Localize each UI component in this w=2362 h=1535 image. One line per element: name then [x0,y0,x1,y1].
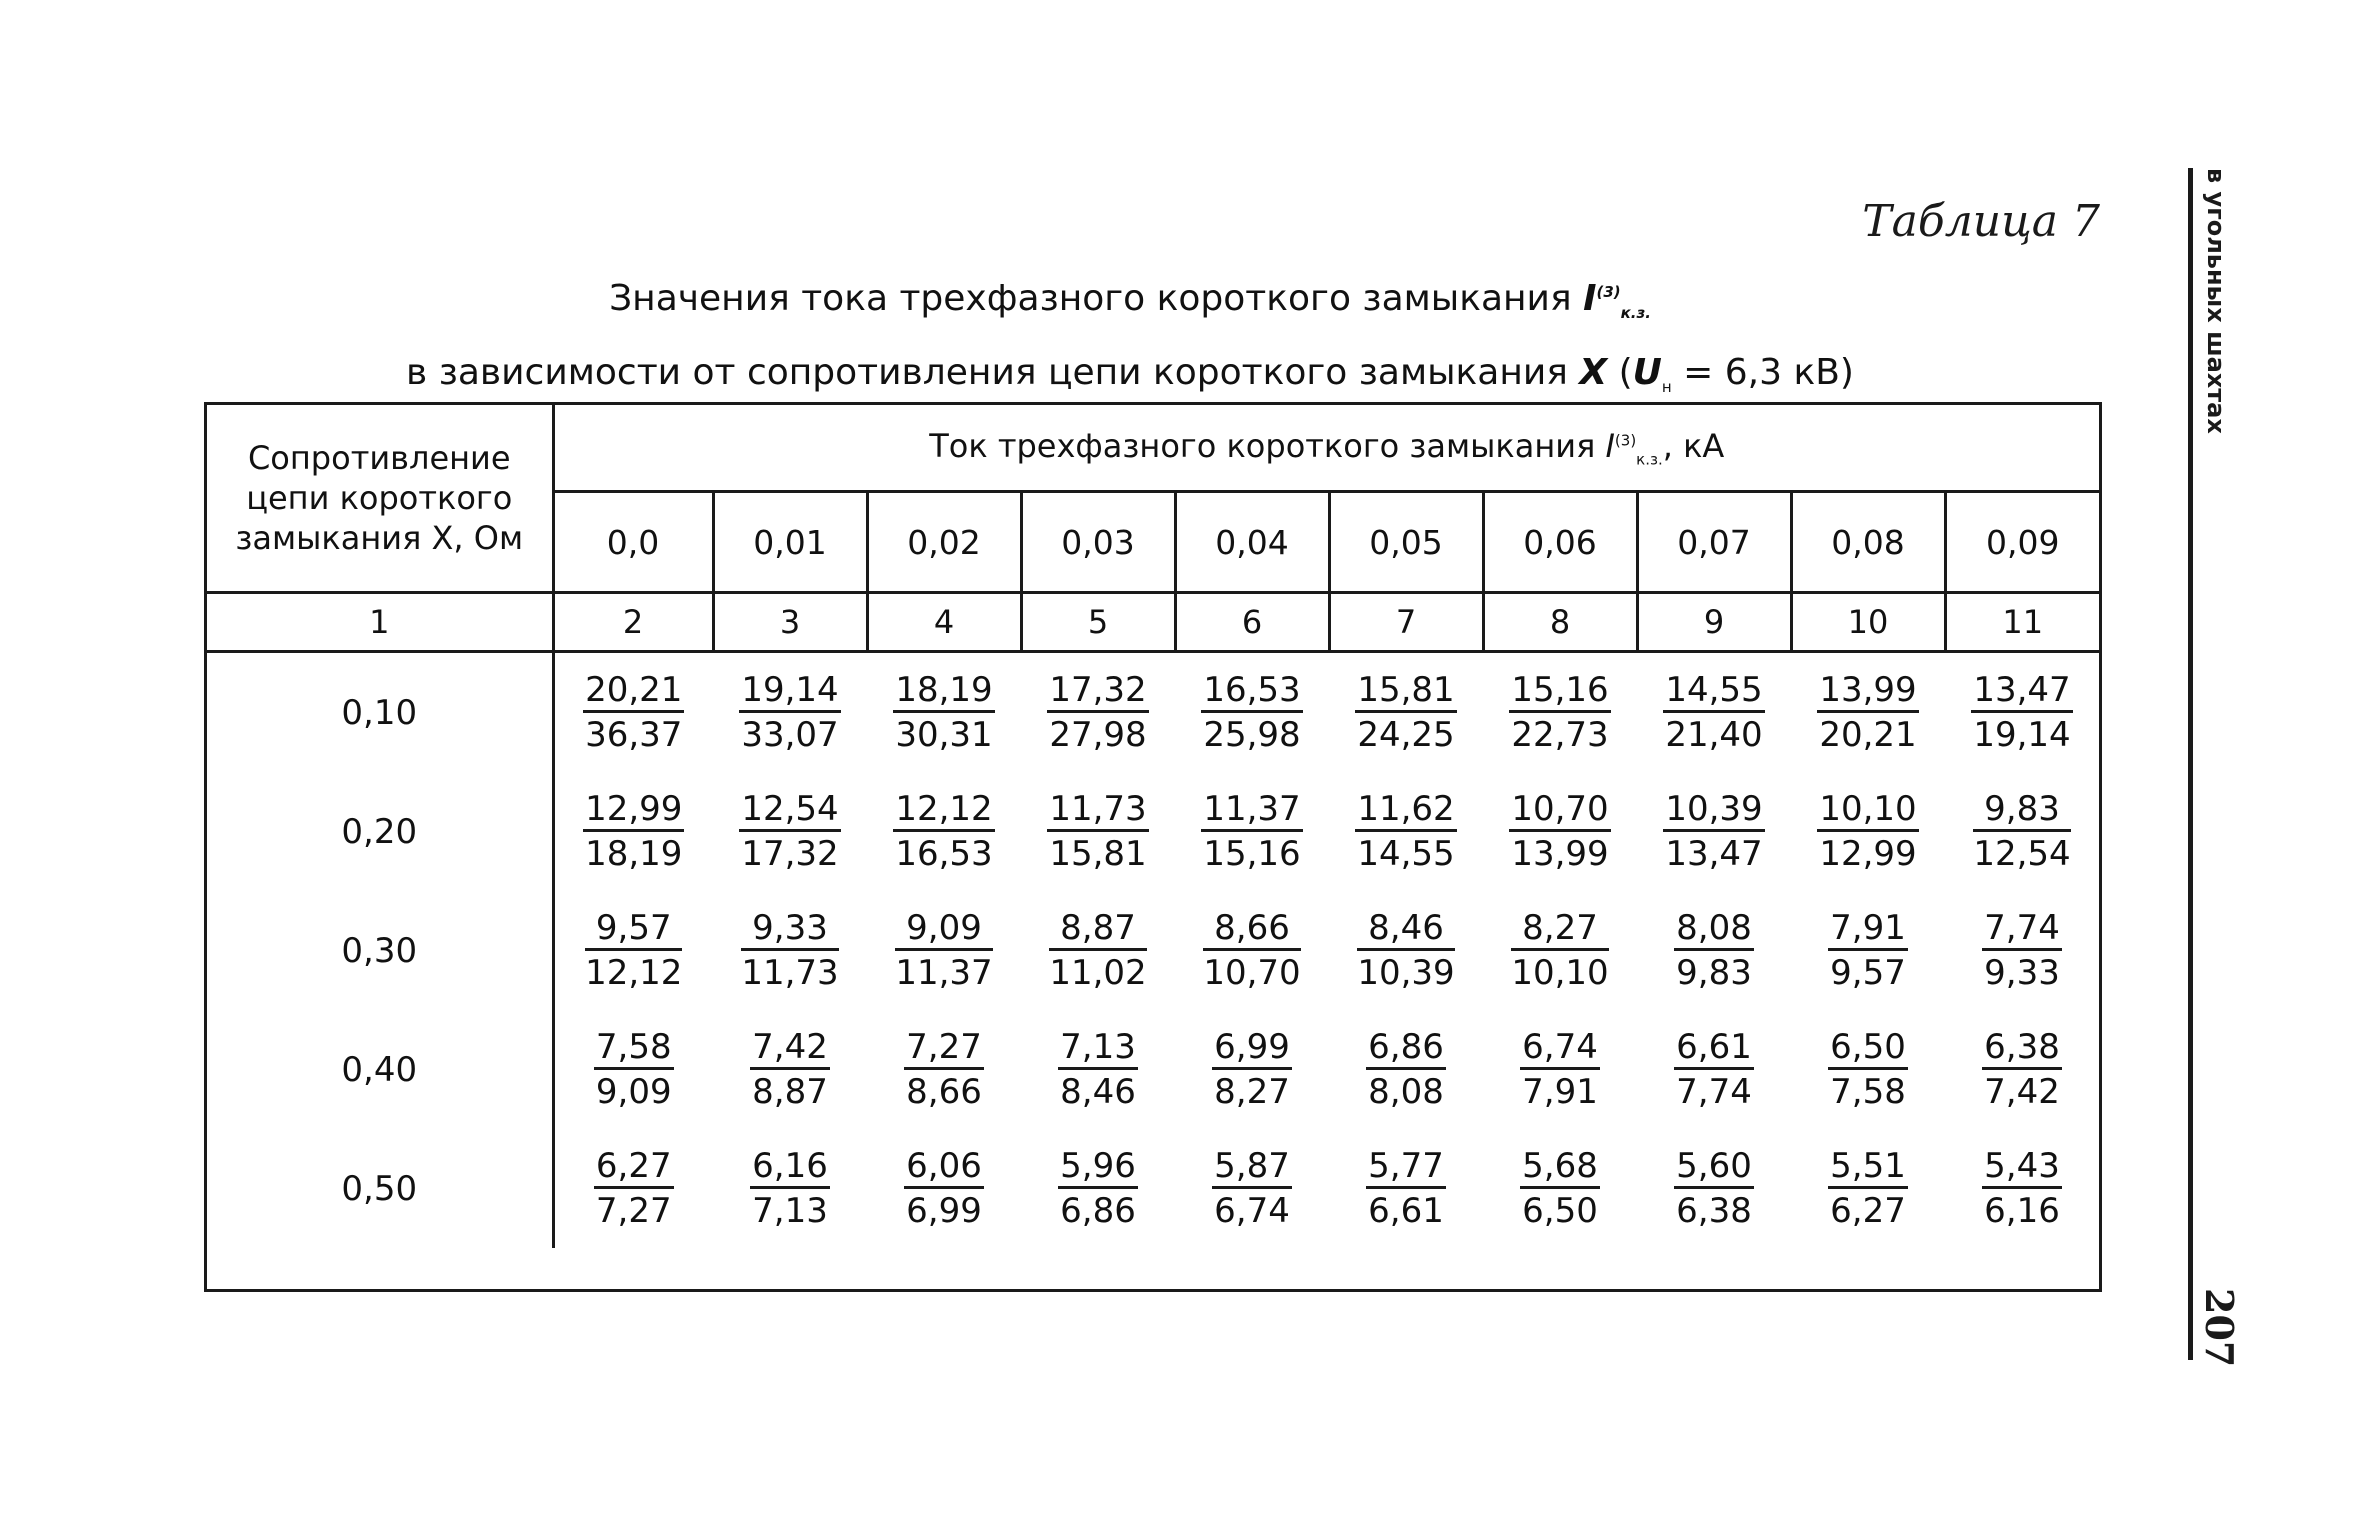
fraction-denominator: 8,08 [1368,1072,1444,1112]
table-cell [1175,1010,1329,1129]
table-cell [1791,1129,1945,1248]
column-number: 4 [867,593,1021,652]
fraction-denominator: 12,99 [1819,834,1917,874]
table-cell [1329,772,1483,891]
fraction-numerator: 12,12 [893,789,994,832]
fraction-numerator: 14,55 [1663,670,1764,713]
fraction-denominator: 20,21 [1819,715,1917,755]
fraction-denominator: 11,73 [741,953,839,993]
table-cell [1483,1010,1637,1129]
fraction-numerator: 6,38 [1982,1027,2062,1070]
table-cell [1945,1129,2099,1248]
table-cell [1329,1129,1483,1248]
table-cell [867,1010,1021,1129]
fraction-denominator: 12,12 [585,953,683,993]
table-number-label: Таблица 7 [1862,196,2100,247]
fraction-numerator: 6,50 [1828,1027,1908,1070]
table-cell [1945,1010,2099,1129]
title-line-1 [300,262,1960,343]
current-table [207,405,2099,1248]
fraction-denominator: 7,27 [595,1191,672,1231]
fraction-denominator: 30,31 [895,715,993,755]
fraction-value [1212,1027,1292,1112]
table-cell [1791,652,1945,773]
fraction-denominator: 7,42 [1984,1072,2060,1112]
title-current-symbol: $I^{(3)}_{к.з.}$ [1583,278,1651,323]
fraction-value [594,1027,674,1112]
column-number: 10 [1791,593,1945,652]
fraction-numerator: 20,21 [583,670,684,713]
fraction-value [1355,670,1456,755]
fraction-denominator: 6,74 [1214,1191,1290,1231]
fraction-numerator: 5,96 [1058,1146,1138,1189]
fraction-numerator: 6,86 [1366,1027,1446,1070]
fraction-numerator: 6,16 [750,1146,830,1189]
table-cell [1791,772,1945,891]
column-header: 0,01 [713,492,867,593]
column-number: 9 [1637,593,1791,652]
table-cell [713,772,867,891]
column-number: 11 [1945,593,2099,652]
table-cell [1021,652,1175,773]
column-number: 3 [713,593,867,652]
table-cell [713,891,867,1010]
column-header: 0,07 [1637,492,1791,593]
fraction-value [1817,670,1918,755]
fraction-numerator: 9,33 [741,908,838,951]
fraction-denominator: 13,99 [1511,834,1609,874]
table-cell [1021,891,1175,1010]
fraction-numerator: 6,99 [1212,1027,1292,1070]
fraction-numerator: 5,43 [1982,1146,2062,1189]
fraction-numerator: 12,99 [583,789,684,832]
fraction-value [1520,1027,1600,1112]
fraction-denominator: 8,66 [906,1072,982,1112]
fraction-denominator: 36,37 [585,715,683,755]
table-cell [1329,652,1483,773]
fraction-numerator: 6,74 [1520,1027,1600,1070]
fraction-denominator: 6,38 [1676,1191,1752,1231]
fraction-denominator: 33,07 [741,715,839,755]
fraction-denominator: 17,32 [741,834,839,874]
fraction-value [1973,789,2070,874]
fraction-value [1201,789,1302,874]
table-cell [713,1129,867,1248]
fraction-denominator: 11,02 [1049,953,1147,993]
fraction-value [1982,1146,2062,1231]
fraction-numerator: 15,81 [1355,670,1456,713]
fraction-denominator: 10,70 [1203,953,1301,993]
fraction-numerator: 11,37 [1201,789,1302,832]
fraction-value [1047,670,1148,755]
table-cell [1021,1129,1175,1248]
table-cell [867,652,1021,773]
fraction-value [585,908,682,993]
fraction-value [1674,1146,1754,1231]
fraction-value [1982,1027,2062,1112]
table-row [207,891,2099,1010]
fraction-numerator: 5,77 [1366,1146,1446,1189]
table-body [207,652,2099,1249]
table-cell [867,1129,1021,1248]
fraction-value [750,1027,830,1112]
table-cell [553,1129,713,1248]
fraction-denominator: 14,55 [1357,834,1455,874]
page-number: 207 [2197,1288,2242,1368]
table-cell [1175,891,1329,1010]
table-cell [713,1010,867,1129]
fraction-value [1817,789,1918,874]
fraction-denominator: 6,99 [906,1191,982,1231]
fraction-denominator: 24,25 [1357,715,1455,755]
fraction-numerator: 7,91 [1828,908,1908,951]
fraction-numerator: 5,60 [1674,1146,1754,1189]
fraction-denominator: 10,10 [1511,953,1609,993]
fraction-denominator: 6,50 [1522,1191,1598,1231]
fraction-value [1828,1146,1908,1231]
fraction-denominator: 8,46 [1060,1072,1136,1112]
column-number: 5 [1021,593,1175,652]
fraction-denominator: 9,83 [1676,953,1752,993]
fraction-value [594,1146,674,1231]
fraction-denominator: 6,16 [1984,1191,2060,1231]
fraction-value [750,1146,830,1231]
fraction-numerator: 11,62 [1355,789,1456,832]
table-cell [1483,772,1637,891]
fraction-value [1828,908,1908,993]
fraction-value [1509,670,1610,755]
table-cell [1021,772,1175,891]
fraction-denominator: 25,98 [1203,715,1301,755]
fraction-value [1366,1146,1446,1231]
table-cell [553,772,713,891]
fraction-numerator: 10,39 [1663,789,1764,832]
fraction-denominator: 27,98 [1049,715,1147,755]
table-cell [1329,891,1483,1010]
table-row [207,772,2099,891]
table-row [207,1129,2099,1248]
table-cell [1175,772,1329,891]
fraction-value [1663,789,1764,874]
fraction-value [1509,789,1610,874]
fraction-denominator: 11,37 [895,953,993,993]
title-line-2-text: в зависимости от сопротивления цепи короткого замыкания [406,352,1568,394]
table-cell [553,1010,713,1129]
table-cell [1175,652,1329,773]
table-cell [553,891,713,1010]
table-cell [1945,772,2099,891]
fraction-value [1047,789,1148,874]
fraction-value [739,789,840,874]
fraction-value [1520,1146,1600,1231]
column-number: 1 [207,593,553,652]
fraction-value [895,908,992,993]
fraction-value [904,1027,984,1112]
fraction-numerator: 16,53 [1201,670,1302,713]
fraction-value [893,789,994,874]
fraction-numerator: 7,13 [1058,1027,1138,1070]
column-numbers-row [207,593,2099,652]
fraction-numerator: 12,54 [739,789,840,832]
fraction-numerator: 5,68 [1520,1146,1600,1189]
column-number: 8 [1483,593,1637,652]
fraction-numerator: 9,09 [895,908,992,951]
running-head: в угольных шахтах [2202,168,2230,434]
fraction-value [1058,1146,1138,1231]
fraction-denominator: 6,27 [1830,1191,1906,1231]
resistance-value: 0,20 [207,772,553,891]
table-cell [1791,891,1945,1010]
table-cell [1329,1010,1483,1129]
table-cell [713,652,867,773]
resistance-value: 0,40 [207,1010,553,1129]
column-header: 0,0 [553,492,713,593]
fraction-numerator: 9,57 [585,908,682,951]
column-header: 0,08 [1791,492,1945,593]
fraction-numerator: 5,87 [1212,1146,1292,1189]
table-cell [1637,772,1791,891]
fraction-denominator: 13,47 [1665,834,1763,874]
fraction-numerator: 13,99 [1817,670,1918,713]
resistance-header: Сопротивление цепи короткого замыкания X, Ом [207,405,553,593]
fraction-numerator: 7,42 [750,1027,830,1070]
column-header: 0,09 [1945,492,2099,593]
fraction-value [1674,1027,1754,1112]
fraction-numerator: 18,19 [893,670,994,713]
title-line-1-text: Значения тока трехфазного короткого замыкания [609,278,1572,319]
table-cell [1945,652,2099,773]
fraction-numerator: 19,14 [739,670,840,713]
fraction-numerator: 8,27 [1511,908,1608,951]
fraction-value [1058,1027,1138,1112]
fraction-denominator: 7,91 [1522,1072,1598,1112]
column-header: 0,02 [867,492,1021,593]
fraction-value [1663,670,1764,755]
fraction-value [1366,1027,1446,1112]
fraction-numerator: 5,51 [1828,1146,1908,1189]
table-row [207,1010,2099,1129]
fraction-numerator: 7,74 [1982,908,2062,951]
fraction-numerator: 11,73 [1047,789,1148,832]
table-cell [1945,891,2099,1010]
fraction-denominator: 15,81 [1049,834,1147,874]
fraction-numerator: 6,61 [1674,1027,1754,1070]
fraction-denominator: 19,14 [1973,715,2071,755]
fraction-value [583,789,684,874]
fraction-numerator: 15,16 [1509,670,1610,713]
fraction-value [583,670,684,755]
fraction-numerator: 8,46 [1357,908,1454,951]
fraction-value [1049,908,1146,993]
fraction-value [1511,908,1608,993]
fraction-denominator: 7,58 [1830,1072,1906,1112]
fraction-denominator: 8,27 [1214,1072,1290,1112]
column-header: 0,05 [1329,492,1483,593]
fraction-numerator: 9,83 [1973,789,2070,832]
fraction-value [1203,908,1300,993]
fraction-denominator: 16,53 [895,834,993,874]
table-cell [1483,652,1637,773]
fraction-denominator: 21,40 [1665,715,1763,755]
column-header: 0,03 [1021,492,1175,593]
fraction-numerator: 8,08 [1674,908,1754,951]
fraction-value [893,670,994,755]
table-cell [1637,1010,1791,1129]
column-number: 6 [1175,593,1329,652]
fraction-denominator: 22,73 [1511,715,1609,755]
fraction-numerator: 13,47 [1971,670,2072,713]
fraction-value [1357,908,1454,993]
fraction-value [1971,670,2072,755]
side-divider-line [2188,168,2193,1360]
resistance-value: 0,50 [207,1129,553,1248]
fraction-numerator: 10,10 [1817,789,1918,832]
table-cell [1483,891,1637,1010]
resistance-value: 0,10 [207,652,553,773]
table-title [300,262,1960,417]
table-cell [1021,1010,1175,1129]
fraction-numerator: 17,32 [1047,670,1148,713]
table-cell [1483,1129,1637,1248]
fraction-numerator: 10,70 [1509,789,1610,832]
table-row [207,652,2099,773]
fraction-denominator: 10,39 [1357,953,1455,993]
fraction-denominator: 6,61 [1368,1191,1444,1231]
fraction-value [739,670,840,755]
fraction-numerator: 8,66 [1203,908,1300,951]
fraction-numerator: 6,06 [904,1146,984,1189]
fraction-value [1982,908,2062,993]
fraction-denominator: 6,86 [1060,1191,1136,1231]
fraction-value [904,1146,984,1231]
fraction-numerator: 7,58 [594,1027,674,1070]
fraction-denominator: 18,19 [585,834,683,874]
fraction-value [741,908,838,993]
current-header: Ток трехфазного короткого замыкания $I^{(3)}_{к.з.}$, кА [553,405,2099,492]
title-voltage: ($U_н = 6,3$ кВ) [1618,352,1854,397]
fraction-value [1201,670,1302,755]
table-cell [1637,891,1791,1010]
table-cell [1791,1010,1945,1129]
fraction-numerator: 6,27 [594,1146,674,1189]
fraction-denominator: 15,16 [1203,834,1301,874]
fraction-numerator: 8,87 [1049,908,1146,951]
column-number: 2 [553,593,713,652]
table-cell [867,772,1021,891]
header-row [207,405,2099,492]
fraction-denominator: 7,74 [1676,1072,1752,1112]
fraction-denominator: 7,13 [752,1191,828,1231]
table-cell [1175,1129,1329,1248]
table-cell [1637,652,1791,773]
column-header: 0,04 [1175,492,1329,593]
fraction-numerator: 7,27 [904,1027,984,1070]
title-x-symbol: X [1579,352,1608,394]
data-table-frame [204,402,2102,1292]
table-cell [553,652,713,773]
table-cell [867,891,1021,1010]
fraction-value [1355,789,1456,874]
column-number: 7 [1329,593,1483,652]
column-header: 0,06 [1483,492,1637,593]
fraction-value [1674,908,1754,993]
fraction-denominator: 8,87 [752,1072,828,1112]
fraction-denominator: 9,57 [1830,953,1906,993]
fraction-denominator: 9,33 [1984,953,2060,993]
fraction-value [1828,1027,1908,1112]
fraction-value [1212,1146,1292,1231]
fraction-denominator: 9,09 [595,1072,672,1112]
fraction-denominator: 12,54 [1973,834,2071,874]
table-cell [1637,1129,1791,1248]
resistance-value: 0,30 [207,891,553,1010]
